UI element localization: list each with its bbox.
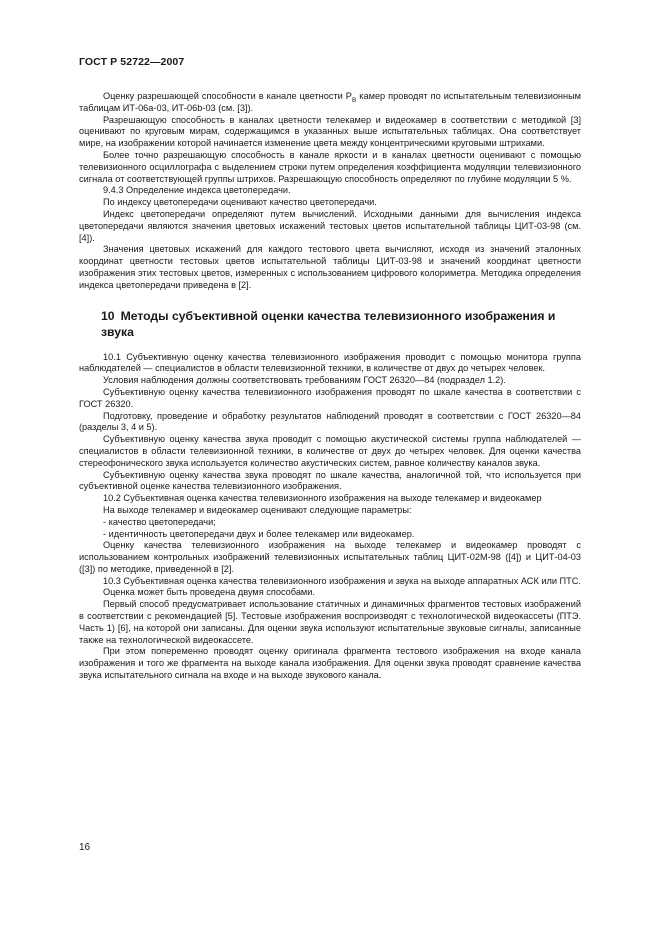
document-header: ГОСТ Р 52722—2007 — [79, 56, 185, 68]
list-item: - качество цветопередачи; — [103, 516, 216, 527]
paragraph: Первый способ предусматривает использование статичных и динамичных фрагментов тестовых изображений в соответствии с рекомендацией [5]. Тестовые изображения воспроизводят с технологической видеокассеты (ПТЭ. Часть 1) [6], на которой они записаны. Для оценки звука используют испытательные звуковые сигналы, записанные также на технологической видеокассете. — [79, 599, 581, 645]
paragraph: Индекс цветопередачи определяют путем вычислений. Исходными данными для вычисления индекса цветопередачи являются значения цветовых искажений тестовых цветов испытательной таблицы ЦИТ-03-98 (см. [4]). — [79, 208, 581, 243]
paragraph: 10.1 Субъективную оценку качества телевизионного изображения проводит с помощью монитора группа наблюдателей — специалистов в области телевизионной техники, в количестве от двух до четырех человек. — [79, 351, 581, 374]
section-heading — [101, 308, 581, 340]
paragraph: Условия наблюдения должны соответствовать требованиям ГОСТ 26320—84 (подраздел 1.2). — [103, 375, 506, 386]
section-title: Методы субъективной оценки качества телевизионного изображения и звука — [101, 308, 556, 339]
paragraph: 10.2 Субъективная оценка качества телевизионного изображения на выходе телекамер и видеокамер — [103, 493, 542, 504]
section-number: 10 — [101, 308, 115, 323]
paragraph: 10.3 Субъективная оценка качества телевизионного изображения и звука на выходе аппаратных АСК или ПТС. — [103, 575, 581, 586]
paragraph: По индексу цветопередачи оценивают качество цветопередачи. — [103, 197, 377, 208]
paragraph-text: камер проводят по испытательным телевизионным таблицам ИТ-06а-03, ИТ-06b-03 (см. [3]). — [79, 91, 582, 113]
paragraph: Субъективную оценку качества звука проводят по шкале качества, аналогичной той, что используется при субъективной оценке качества телевизионного изображения. — [79, 469, 581, 492]
subscript: В — [351, 96, 357, 104]
paragraph: Субъективную оценку качества звука проводит с помощью акустической системы группа наблюдателей — специалистов в области телевизионной техники, в количестве от двух до четырех человек. Для оценки качества стереофонического звука используется количество акустических систем, равное количеству каналов звука. — [79, 434, 581, 468]
paragraph: Субъективную оценку качества телевизионного изображения проводят по шкале качества в соответствии с ГОСТ 26320. — [79, 386, 581, 409]
paragraph: Более точно разрешающую способность в канале яркости и в каналах цветности оценивают с помощью телевизионного осциллографа с выделением строки путем определения коэффициента модуляции телевизионного сигнала от соответствующей группы штрихов. Разрешающую способность определяют по глубине модуляции 5 %. — [79, 149, 581, 184]
subsection-heading: 9.4.3 Определение индекса цветопередачи. — [103, 185, 291, 196]
paragraph-text: Оценку разрешающей способности в канале цветности Р — [103, 91, 352, 101]
paragraph: Разрешающую способность в каналах цветности телекамер и видеокамер в соответствии с методикой [3] оценивают по круговым мирам, содержащимся в указанных выше испытательных таблицах. Она соответствует мире, на изображении которой начинается изменение цвета между концентрическими круговыми штрихами. — [79, 114, 581, 149]
paragraph — [79, 91, 581, 115]
paragraph: Оценка может быть проведена двумя способами. — [103, 587, 315, 598]
paragraph: Оценку качества телевизионного изображения на выходе телекамер и видеокамер проводят с использованием контрольных изображений телевизионных испытательных таблиц ЦИТ-02М-98 ([4]) и ЦИТ-04-03 ([3]) по методике, приведенной в [2]. — [79, 540, 581, 574]
paragraph: На выходе телекамер и видеокамер оценивают следующие параметры: — [103, 504, 412, 515]
list-item: - идентичность цветопередачи двух и более телекамер или видеокамер. — [103, 528, 415, 539]
paragraph: Подготовку, проведение и обработку результатов наблюдений проводят в соответствии с ГОСТ 26320—84 (разделы 3, 4 и 5). — [79, 410, 581, 433]
paragraph: Значения цветовых искажений для каждого тестового цвета вычисляют, исходя из значений эталонных координат цветности тестовых цветов испытательной таблицы ЦИТ-03-98 и значений координат цветности изображения этих тестовых цветов, измеренных с использованием цифрового колориметра. Методика определения индекса цветопередачи приведена в [2]. — [79, 244, 581, 290]
page-number: 16 — [79, 842, 91, 853]
paragraph: При этом попеременно проводят оценку оригинала фрагмента тестового изображения на входе канала изображения и того же фрагмента на выходе канала изображения. Для оценки звука проводят сравнение качества звука испытательного сигнала на входе и на выходе звукового канала. — [79, 646, 581, 681]
page-body — [79, 91, 581, 682]
